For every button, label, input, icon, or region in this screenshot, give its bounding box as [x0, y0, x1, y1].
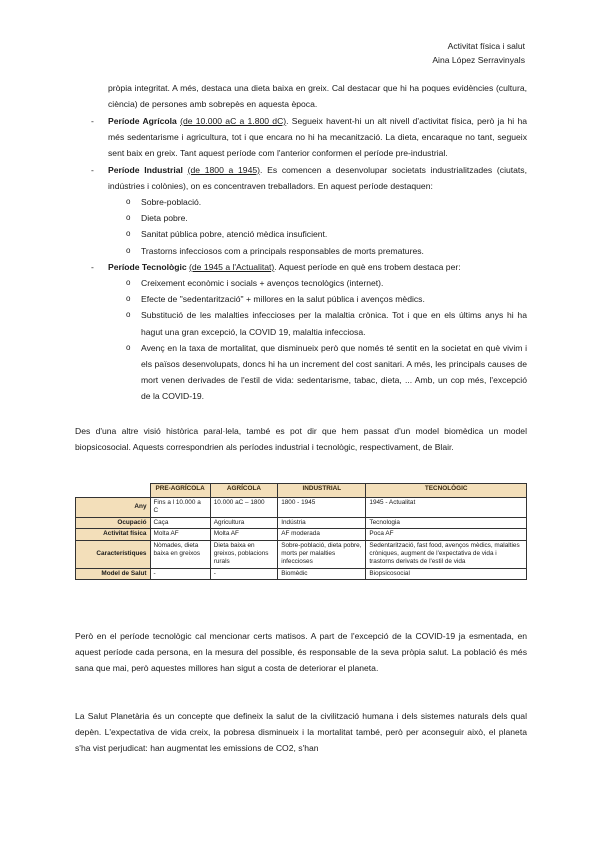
period-text: . Es comencen a desenvolupar societats industrialitzades (ciutats, indústries i colònies), on es concentraven treballadors. En aquest període destaquen:	[108, 164, 527, 191]
table-cell: Tecnologia	[366, 517, 527, 528]
continued-paragraph: pròpia integritat. A més, destaca una dieta baixa en greix. Cal destacar que hi ha poques evidències (cultura, ciència) de persones amb sobrepès en aquesta època.	[108, 83, 527, 110]
sub-item: o Dieta pobre.	[108, 210, 527, 226]
row-label: Característiques	[76, 540, 151, 568]
periods-table	[75, 483, 527, 580]
page-header	[432, 39, 525, 67]
table-cell: Indústria	[278, 517, 366, 528]
table-cell: -	[210, 568, 277, 579]
header-author: Aina López Serravinyals	[432, 55, 525, 65]
period-item	[75, 162, 527, 259]
table-cell: Fins a l 10.000 a C	[150, 498, 210, 518]
row-label: Any	[76, 498, 151, 518]
periods-list	[75, 113, 527, 405]
table-cell: AF moderada	[278, 529, 366, 540]
table-row	[76, 498, 527, 518]
table-row	[76, 540, 527, 568]
column-header: TECNOLÒGIC	[366, 484, 527, 498]
table-row	[76, 568, 527, 579]
sub-item: o Avenç en la taxa de mortalitat, que disminueix però que només té sentit en la societat en què vivim i els països desenvolupats, doncs hi ha un increment del cost sanitari. A més, les principals causes de mort venen derivades de l'estil de vida: sedentarisme, tabac, dieta, ... Amb, un cop més, l'excepció de la COVID-19.	[108, 340, 527, 405]
table-cell: Biopsicosocial	[366, 568, 527, 579]
table-row	[76, 529, 527, 540]
sub-item: o Creixement econòmic i socials + avenços tecnològics (internet).	[108, 275, 527, 291]
table-cell: 1800 - 1945	[278, 498, 366, 518]
paragraph-planetary-health: La Salut Planetària és un concepte que defineix la salut de la civilització humana i dels sistemes naturals dels qual depèn. L'expectativa de vida creix, la pobresa disminueix i la mortalitat també, però per aconseguir això, el planeta s'ha vist perjudicat: han augmentat les emissions de CO2, s'han	[75, 711, 527, 754]
sub-item: o Sobre-població.	[108, 194, 527, 210]
period-range: (de 1800 a 1945)	[187, 164, 261, 175]
period-item	[75, 259, 527, 405]
column-header: AGRÍCOLA	[210, 484, 277, 498]
period-text: . Aquest període en què ens trobem destaca per:	[274, 261, 461, 272]
sub-item: o Trastorns infecciosos com a principals responsables de morts prematures.	[108, 243, 527, 259]
table-cell: Molta AF	[150, 529, 210, 540]
period-text: . Segueix havent-hi un alt nivell d'activitat física, però ja hi ha més sedentarisme i agricultura, tot i que encara no hi ha mecanització. La dieta, encaraque no tant, segueix sent baix en greix. Tant aquest període com l'anterior conformen el període pre-industrial.	[108, 116, 528, 159]
table-cell: Molta AF	[210, 529, 277, 540]
period-name: Període Tecnològic	[108, 261, 187, 272]
table-header-row	[76, 484, 527, 498]
header-title: Activitat física i salut	[447, 41, 525, 51]
row-label: Model de Salut	[76, 568, 151, 579]
period-item	[75, 113, 527, 162]
period-range: (de 1945 a l'Actualitat)	[189, 261, 275, 272]
table-cell: -	[150, 568, 210, 579]
table-cell: Sobre-població, dieta pobre, morts per malalties infeccioses	[278, 540, 366, 568]
sub-item: o Substitució de les malalties infeccioses per la malaltia crònica. Tot i que en els últims anys hi ha hagut una gran excepció, la COVID 19, malaltia infecciosa.	[108, 307, 527, 339]
sub-item: o Efecte de "sedentarització" + millores en la salut pública i avenços mèdics.	[108, 291, 527, 307]
period-name: Període Industrial	[108, 164, 183, 175]
table-cell: 10.000 aC – 1800	[210, 498, 277, 518]
table-row	[76, 517, 527, 528]
sub-item: o Sanitat pública pobre, atenció mèdica insuficient.	[108, 226, 527, 242]
table-cell: Poca AF	[366, 529, 527, 540]
row-label: Ocupació	[76, 517, 151, 528]
row-label: Activitat física	[76, 529, 151, 540]
period-name: Període Agrícola	[108, 116, 177, 126]
table-cell: Biomèdic	[278, 568, 366, 579]
column-header: PRE-AGRÍCOLA	[150, 484, 210, 498]
table-cell: Caça	[150, 517, 210, 528]
paragraph-technological: Però en el període tecnològic cal mencionar certs matisos. A part de l'excepció de la COVID-19 ja esmentada, en aquest període cada persona, en la mesura del possible, és responsable de la seva pròpia salut. La població és més sana que mai, però aquestes millores han sigut a costa de deteriorar el planeta.	[75, 631, 527, 674]
table-cell: Nòmades, dieta baixa en greixos	[150, 540, 210, 568]
column-header: INDUSTRIAL	[278, 484, 366, 498]
table-cell: Agricultura	[210, 517, 277, 528]
table-cell: Dieta baixa en greixos, poblacions rurals	[210, 540, 277, 568]
table-corner	[76, 484, 151, 498]
paragraph-models: Des d'una altre visió històrica paral·lela, també es pot dir que hem passat d'un model biomèdica un model biopsicosocial. Aquests correspondrien als períodes industrial i tecnològic, respectivament, de Blair.	[75, 426, 527, 453]
period-range: (de 10.000 aC a 1.800 dC)	[180, 116, 287, 126]
table-cell: 1945 - Actualitat	[366, 498, 527, 518]
table-cell: Sedentarització, fast food, avenços mèdics, malalties cròniques, augment de l'expectativa de vida i trastorns derivats de l'estil de vida	[366, 540, 527, 568]
